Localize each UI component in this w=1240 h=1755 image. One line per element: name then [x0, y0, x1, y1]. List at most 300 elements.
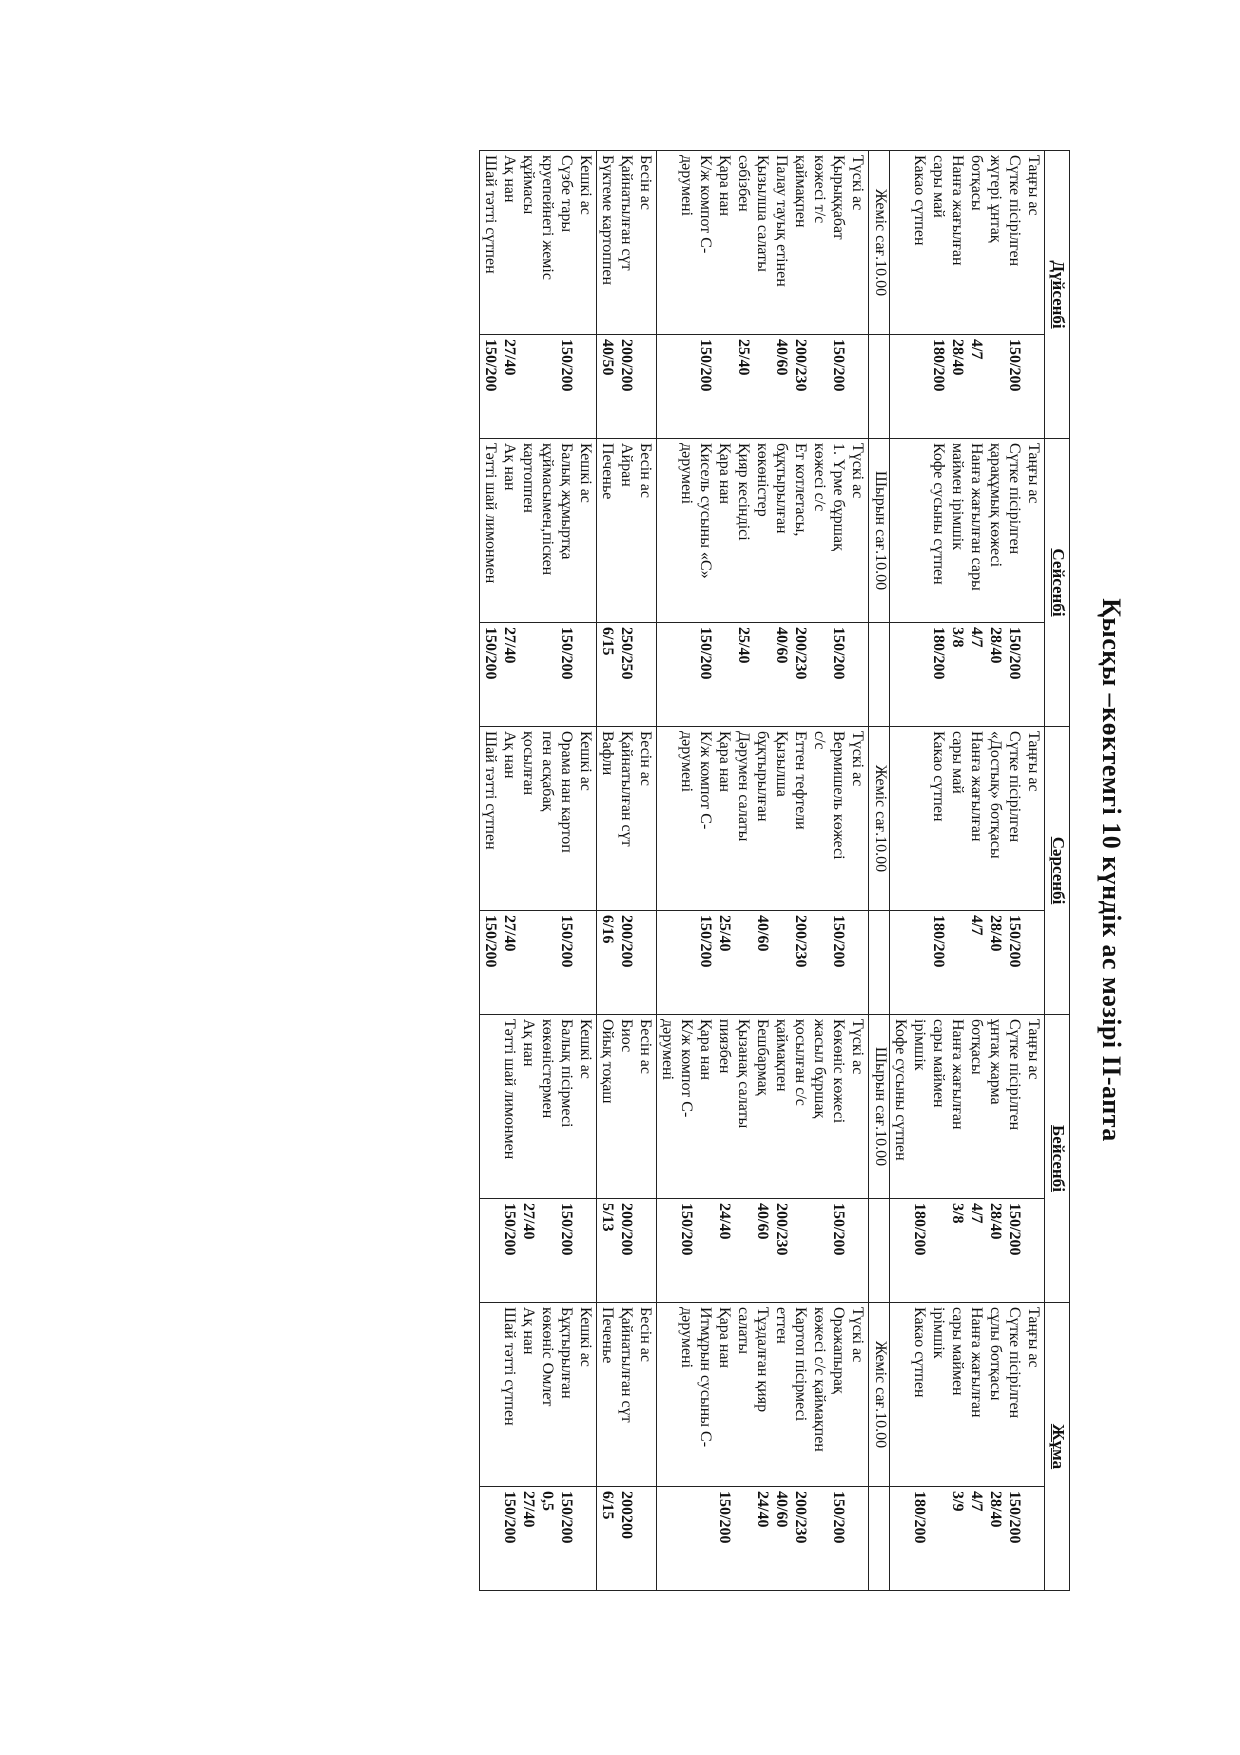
dinner-dish: Тәтті шай лимонмен — [501, 1019, 518, 1160]
afternoon-items — [597, 1015, 657, 1199]
dinner-qty: 27/40 — [520, 1491, 537, 1528]
dinner-qty — [576, 627, 595, 722]
snack-qty-empty — [869, 623, 890, 727]
breakfast-qty — [1024, 915, 1043, 1010]
lunch-qty: 24/40 — [716, 1203, 733, 1240]
afternoon-dish: Қайнатылған сүт — [618, 731, 635, 847]
lunch-qty: 150/200 — [830, 1491, 847, 1544]
afternoon-dish: Печенье — [599, 443, 616, 500]
breakfast-qty: 3/8 — [949, 627, 966, 648]
dinner-qty: 150/200 — [558, 627, 575, 680]
lunch-qty: 150/200 — [830, 627, 847, 680]
breakfast-qty — [891, 1203, 910, 1298]
dinner-qty — [538, 1203, 557, 1298]
breakfast-dish: Нанға жағылған сары — [968, 443, 985, 591]
dinner-dish: картоппен — [520, 443, 537, 513]
breakfast-dish: Кофе сусыны сүтпен — [892, 1019, 909, 1161]
breakfast-dish: ірімшік — [911, 1019, 928, 1071]
afternoon-qty: 40/50 — [599, 339, 616, 376]
lunch-dish: Қара нан — [716, 155, 733, 217]
dinner-items — [480, 439, 597, 623]
breakfast-dish: ұнтақ жарма — [987, 1019, 1004, 1105]
lunch-qty — [810, 627, 829, 722]
dinner-qty — [576, 339, 595, 434]
lunch-qty: 200/230 — [792, 339, 809, 392]
dinner-items — [480, 1303, 597, 1487]
lunch-qty: 25/40 — [735, 339, 752, 376]
lunch-dish: жасыл бұршақ — [811, 1019, 828, 1119]
dinner-dish: Ақ нан — [520, 1019, 537, 1067]
lunch-dish: Қара нан — [716, 1307, 733, 1369]
lunch-dish: Түскі ас — [849, 155, 866, 211]
breakfast-quantities — [890, 335, 1045, 439]
dinner-dish: Тәтті шай лимонмен — [482, 443, 499, 584]
lunch-qty: 200/230 — [792, 627, 809, 680]
menu-body — [480, 151, 1070, 1591]
breakfast-dish: Таңғы ас — [1025, 731, 1042, 792]
afternoon-qty — [636, 1491, 655, 1586]
afternoon-quantities — [597, 623, 657, 727]
afternoon-dish: Бесін ас — [637, 1019, 654, 1074]
dinner-qty: 150/200 — [558, 339, 575, 392]
lunch-dish: Қара нан — [716, 443, 733, 505]
lunch-qty — [715, 339, 734, 434]
lunch-qty — [696, 1203, 715, 1298]
lunch-qty — [848, 1491, 867, 1586]
day-header: Бейсенбі — [1045, 1015, 1070, 1303]
lunch-items — [657, 439, 869, 623]
lunch-dish: К/ж компот С- — [697, 155, 714, 254]
lunch-qty: 150/200 — [697, 339, 714, 392]
lunch-dish: дәрумені — [659, 1019, 676, 1081]
breakfast-dish: Какао сүтпен — [911, 1307, 928, 1398]
lunch-items — [657, 727, 869, 911]
breakfast-row — [890, 151, 1045, 1591]
breakfast-dish: маймен ірімшік — [949, 443, 966, 551]
snack-label: Жеміс сағ.10.00 — [869, 151, 890, 335]
afternoon-dish: Печенье — [599, 1307, 616, 1364]
lunch-dish: дәрумені — [678, 1307, 695, 1369]
lunch-dish: 1. Үрме бұршақ — [830, 443, 847, 551]
afternoon-dish: Қайнатылған сүт — [618, 155, 635, 271]
breakfast-quantities — [890, 1487, 1045, 1591]
breakfast-qty: 28/40 — [987, 1203, 1004, 1240]
breakfast-qty: 4/7 — [968, 1491, 985, 1512]
snack-label: Жеміс сағ.10.00 — [869, 1303, 890, 1487]
dinner-items — [480, 1015, 597, 1199]
dinner-dish: Кешкі ас — [577, 731, 594, 791]
dinner-dish: круепейнегі жеміс — [539, 155, 556, 280]
breakfast-qty: 180/200 — [911, 1203, 928, 1256]
snack-label: Шырын сағ.10.00 — [869, 439, 890, 623]
afternoon-items — [597, 1303, 657, 1487]
afternoon-qty — [636, 627, 655, 722]
lunch-qty — [848, 915, 867, 1010]
lunch-qty — [677, 915, 696, 1010]
breakfast-dish: жүгері ұнтақ — [987, 155, 1004, 243]
breakfast-qty: 150/200 — [1006, 915, 1023, 968]
lunch-quantities — [657, 623, 869, 727]
lunch-qty — [772, 915, 791, 1010]
lunch-dish: Картоп пісірмесі — [792, 1307, 809, 1422]
breakfast-qty: 4/7 — [968, 627, 985, 648]
afternoon-qty — [636, 915, 655, 1010]
lunch-dish: дәрумені — [678, 731, 695, 793]
breakfast-qty — [1024, 339, 1043, 434]
lunch-qty: 200/230 — [792, 915, 809, 968]
lunch-dish: Палау тауық етінен — [773, 155, 790, 287]
breakfast-qty: 180/200 — [911, 1491, 928, 1544]
dinner-dish: Шай тәтті сүтпен — [501, 1307, 518, 1426]
breakfast-qty — [910, 627, 929, 722]
afternoon-dish: Бесін ас — [637, 731, 654, 786]
breakfast-dish: ботқасы — [968, 155, 985, 211]
lunch-qty — [810, 915, 829, 1010]
dinner-dish: Ақ нан — [501, 155, 518, 203]
dinner-qty: 150/200 — [482, 339, 499, 392]
dinner-quantities — [480, 1487, 597, 1591]
page-title: Қысқы –көктемгі 10 күндік ас мәзірі ІІ-апта — [1097, 598, 1126, 1142]
dinner-qty — [538, 339, 557, 434]
lunch-dish: Қызылша салаты — [754, 155, 771, 272]
dinner-qty — [519, 339, 538, 434]
afternoon-quantities — [597, 335, 657, 439]
lunch-dish: Қызанақ салаты — [735, 1019, 752, 1129]
dinner-qty: 27/40 — [501, 915, 518, 952]
lunch-dish: Көкөніс көжесі — [830, 1019, 847, 1124]
lunch-dish: пиязбен — [716, 1019, 733, 1074]
dinner-qty: 0,5 — [539, 1491, 556, 1511]
breakfast-qty: 28/40 — [987, 627, 1004, 664]
afternoon-dish: Айран — [618, 443, 635, 487]
snack-label: Жеміс сағ.10.00 — [869, 727, 890, 911]
breakfast-dish: сары маймен — [949, 1307, 966, 1396]
afternoon-dish: Бүктеме картоппен — [599, 155, 616, 286]
lunch-dish: Еттен тефтели — [792, 731, 809, 830]
afternoon-qty: 200/200 — [618, 915, 635, 968]
lunch-dish: Кисель сусыны «С» — [697, 443, 714, 579]
breakfast-qty — [1024, 1203, 1043, 1298]
breakfast-qty — [929, 1203, 948, 1298]
dinner-dish: Кешкі ас — [577, 1307, 594, 1367]
lunch-dish: көкөністер — [754, 443, 771, 517]
day-header: Сәрсенбі — [1045, 727, 1070, 1015]
afternoon-qty: 200/200 — [618, 1203, 635, 1256]
lunch-dish: сәбізбен — [735, 155, 752, 212]
lunch-dish: қаймақпен — [792, 155, 809, 228]
lunch-items — [657, 151, 869, 335]
breakfast-dish: Какао сүтпен — [930, 731, 947, 822]
lunch-qty — [715, 627, 734, 722]
lunch-dish: Қияр кесіндісі — [735, 443, 752, 541]
dinner-quantities — [480, 911, 597, 1015]
breakfast-items — [890, 1015, 1045, 1199]
dinner-dish: көкөністермен — [539, 1019, 556, 1119]
dinner-dish: Шай тәтті сүтпен — [482, 155, 499, 274]
afternoon-dish: Бесін ас — [637, 1307, 654, 1362]
lunch-qty: 150/200 — [697, 915, 714, 968]
breakfast-qty: 28/40 — [949, 339, 966, 376]
dinner-quantities — [480, 335, 597, 439]
dinner-dish: Шай тәтті сүтпен — [482, 731, 499, 850]
dinner-dish: Орама нан картоп — [558, 731, 575, 853]
dinner-row — [480, 151, 597, 1591]
lunch-dish: қосылған с/с — [792, 1019, 809, 1106]
dinner-dish: пен асқабақ — [539, 731, 556, 812]
afternoon-dish: Бесін ас — [637, 155, 654, 210]
lunch-dish: Түскі ас — [849, 1019, 866, 1075]
afternoon-snack-row — [597, 151, 657, 1591]
afternoon-dish: Биос — [618, 1019, 635, 1053]
breakfast-qty: 180/200 — [930, 915, 947, 968]
breakfast-dish: ірімшік — [930, 1307, 947, 1359]
breakfast-qty: 4/7 — [968, 339, 985, 360]
lunch-qty: 150/200 — [678, 1203, 695, 1256]
breakfast-dish: Таңғы ас — [1025, 443, 1042, 504]
lunch-qty: 24/40 — [754, 1491, 771, 1528]
lunch-qty: 200/230 — [773, 1203, 790, 1256]
lunch-dish: Қырыққабат — [830, 155, 847, 240]
lunch-qty — [734, 1491, 753, 1586]
dinner-qty: 150/200 — [501, 1203, 518, 1256]
snack-qty-empty — [869, 1487, 890, 1591]
snack-qty-empty — [869, 335, 890, 439]
breakfast-qty: 180/200 — [930, 627, 947, 680]
lunch-dish: көжесі т/с — [811, 155, 828, 224]
dinner-qty: 150/200 — [501, 1491, 518, 1544]
breakfast-dish: Нанға жағылған — [968, 731, 985, 842]
lunch-dish: Түскі ас — [849, 443, 866, 499]
afternoon-qty: 6/15 — [599, 627, 616, 656]
lunch-dish: еттен — [773, 1307, 790, 1344]
lunch-dish: қаймақпен — [773, 1019, 790, 1092]
lunch-items — [657, 1015, 869, 1199]
lunch-qty — [810, 1203, 829, 1298]
dinner-qty — [519, 627, 538, 722]
dinner-dish: қосылған — [520, 731, 537, 796]
afternoon-qty — [636, 339, 655, 434]
lunch-dish: көжесі с/с қаймақпен — [811, 1307, 828, 1452]
lunch-qty: 150/200 — [830, 1203, 847, 1256]
afternoon-quantities — [597, 911, 657, 1015]
dinner-qty — [576, 915, 595, 1010]
lunch-quantities — [657, 1487, 869, 1591]
dinner-dish: Кешкі ас — [577, 1019, 594, 1079]
breakfast-dish — [910, 731, 929, 906]
breakfast-qty: 150/200 — [1006, 339, 1023, 392]
lunch-qty: 40/60 — [754, 1203, 771, 1240]
lunch-qty: 40/60 — [773, 1491, 790, 1528]
breakfast-qty — [1024, 627, 1043, 722]
afternoon-items — [597, 439, 657, 623]
lunch-qty — [677, 339, 696, 434]
lunch-dish: Вермишель көжесі — [830, 731, 847, 860]
dinner-qty — [538, 627, 557, 722]
rotated-page — [130, 70, 1130, 1670]
dinner-qty: 150/200 — [482, 627, 499, 680]
lunch-dish: Қызылша — [773, 731, 790, 797]
afternoon-qty — [636, 1203, 655, 1298]
lunch-qty: 150/200 — [830, 339, 847, 392]
lunch-qty: 150/200 — [716, 1491, 733, 1544]
breakfast-items — [890, 439, 1045, 623]
lunch-dish: дәрумені — [678, 155, 695, 217]
breakfast-quantities — [890, 623, 1045, 727]
lunch-qty — [696, 1491, 715, 1586]
lunch-qty — [848, 339, 867, 434]
lunch-row — [657, 151, 869, 1591]
lunch-qty: 40/60 — [773, 339, 790, 376]
breakfast-qty — [910, 339, 929, 434]
lunch-dish: Қара нан — [697, 1019, 714, 1081]
afternoon-dish: Ойық тоқаш — [599, 1019, 616, 1104]
breakfast-dish — [910, 443, 929, 618]
breakfast-dish: Нанға жағылған — [949, 155, 966, 266]
breakfast-qty: 150/200 — [1006, 1203, 1023, 1256]
afternoon-items — [597, 151, 657, 335]
dinner-dish: құймасымен,піскен — [539, 443, 556, 576]
dinner-quantities — [480, 623, 597, 727]
breakfast-qty: 150/200 — [1006, 1491, 1023, 1544]
lunch-quantities — [657, 335, 869, 439]
dinner-dish: көкөніс Омлет — [539, 1307, 556, 1407]
afternoon-quantities — [597, 1199, 657, 1303]
lunch-qty — [677, 627, 696, 722]
breakfast-quantities — [890, 911, 1045, 1015]
lunch-dish: бұқтырылған — [773, 443, 790, 534]
breakfast-dish: Таңғы ас — [1025, 155, 1042, 216]
dinner-qty: 150/200 — [558, 915, 575, 968]
afternoon-qty: 6/16 — [599, 915, 616, 944]
dinner-qty — [519, 915, 538, 1010]
dinner-dish: Ақ нан — [501, 731, 518, 779]
afternoon-qty: 5/13 — [599, 1203, 616, 1232]
lunch-dish: Ет котлетасы, — [792, 443, 809, 537]
lunch-items — [657, 1303, 869, 1487]
lunch-qty — [658, 1203, 677, 1298]
breakfast-dish: Кофе сусыны сүтпен — [930, 443, 947, 585]
breakfast-dish: «Достық» ботқасы — [987, 731, 1004, 859]
breakfast-dish: Таңғы ас — [1025, 1307, 1042, 1368]
lunch-qty: 150/200 — [697, 627, 714, 680]
lunch-qty — [848, 1203, 867, 1298]
breakfast-dish: Нанға жағылған — [968, 1307, 985, 1418]
lunch-qty: 25/40 — [735, 627, 752, 664]
menu-table — [479, 150, 1070, 1591]
lunch-qty: 200/230 — [792, 1491, 809, 1544]
breakfast-dish: сары май — [930, 155, 947, 218]
lunch-quantities — [657, 911, 869, 1015]
breakfast-dish: Сүтке пісірілген — [1006, 731, 1023, 843]
lunch-dish: К/ж компот С- — [697, 731, 714, 830]
lunch-dish: бұқтырылған — [754, 731, 771, 822]
day-header: Жұма — [1045, 1303, 1070, 1591]
lunch-qty — [810, 339, 829, 434]
lunch-quantities — [657, 1199, 869, 1303]
afternoon-dish: Вафли — [599, 731, 616, 776]
dinner-dish: Балық жұмыртқа — [558, 443, 575, 560]
breakfast-qty: 28/40 — [987, 1491, 1004, 1528]
dinner-dish: Кешкі ас — [577, 443, 594, 503]
breakfast-dish: сұлы ботқасы — [987, 1307, 1004, 1401]
lunch-dish: с/с — [811, 731, 828, 750]
dinner-dish: Бұқтырылған — [558, 1307, 575, 1399]
lunch-dish: Түскі ас — [849, 1307, 866, 1363]
lunch-qty — [734, 1203, 753, 1298]
day-header: Сейсенбі — [1045, 439, 1070, 727]
breakfast-dish: сары маймен — [930, 1019, 947, 1108]
dinner-quantities — [480, 1199, 597, 1303]
dinner-dish: Балық пісірмесі — [558, 1019, 575, 1128]
lunch-qty: 40/60 — [754, 915, 771, 952]
lunch-qty: 25/40 — [716, 915, 733, 952]
breakfast-dish: Таңғы ас — [1025, 1019, 1042, 1080]
afternoon-qty: 200200 — [618, 1491, 635, 1539]
dinner-dish: Кешкі ас — [577, 155, 594, 215]
dinner-dish: Ақ нан — [501, 443, 518, 491]
dinner-qty: 27/40 — [501, 339, 518, 376]
snack-label: Шырын сағ.10.00 — [869, 1015, 890, 1199]
afternoon-items — [597, 727, 657, 911]
breakfast-dish: сары май — [949, 731, 966, 794]
lunch-dish: К/ж компот С- — [678, 1019, 695, 1118]
afternoon-dish: Бесін ас — [637, 443, 654, 498]
breakfast-qty: 3/9 — [949, 1491, 966, 1512]
lunch-qty — [734, 915, 753, 1010]
breakfast-items — [890, 727, 1045, 911]
breakfast-qty: 28/40 — [987, 915, 1004, 952]
lunch-dish: Дәрумен салаты — [735, 731, 752, 842]
dinner-dish: Ақ нан — [520, 1307, 537, 1355]
breakfast-qty: 4/7 — [968, 915, 985, 936]
breakfast-quantities — [890, 1199, 1045, 1303]
breakfast-qty — [929, 1491, 948, 1586]
lunch-dish: Түскі ас — [849, 731, 866, 787]
dinner-qty — [576, 1491, 595, 1586]
breakfast-qty — [1024, 1491, 1043, 1586]
lunch-qty — [677, 1491, 696, 1586]
afternoon-dish: Қайнатылған сүт — [618, 1307, 635, 1423]
afternoon-qty: 250/250 — [618, 627, 635, 680]
breakfast-qty — [948, 915, 967, 1010]
lunch-qty: 40/60 — [773, 627, 790, 664]
breakfast-qty: 150/200 — [1006, 627, 1023, 680]
dinner-qty: 150/200 — [558, 1203, 575, 1256]
breakfast-dish: Какао сүтпен — [911, 155, 928, 246]
snack-qty-empty — [869, 911, 890, 1015]
dinner-items — [480, 151, 597, 335]
breakfast-dish: Нанға жағылған — [949, 1019, 966, 1130]
breakfast-dish: Сүтке пісірілген — [1006, 1019, 1023, 1131]
lunch-qty — [753, 627, 772, 722]
snack-row — [869, 151, 890, 1591]
lunch-dish: салаты — [735, 1307, 752, 1354]
breakfast-dish: ботқасы — [968, 1019, 985, 1075]
breakfast-dish: қарақұмық көжесі — [987, 443, 1004, 568]
breakfast-items — [890, 151, 1045, 335]
dinner-qty: 150/200 — [558, 1491, 575, 1544]
lunch-qty — [848, 627, 867, 722]
lunch-dish: Итмұрын сусыны С- — [697, 1307, 714, 1448]
lunch-dish: дәрумені — [678, 443, 695, 505]
breakfast-dish: Сүтке пісірілген — [1006, 155, 1023, 267]
dinner-items — [480, 727, 597, 911]
dinner-qty: 27/40 — [501, 627, 518, 664]
lunch-qty — [753, 339, 772, 434]
dinner-dish: Сүзбе тары — [558, 155, 575, 233]
breakfast-qty — [986, 339, 1005, 434]
lunch-dish: Оражапырақ — [830, 1307, 847, 1394]
